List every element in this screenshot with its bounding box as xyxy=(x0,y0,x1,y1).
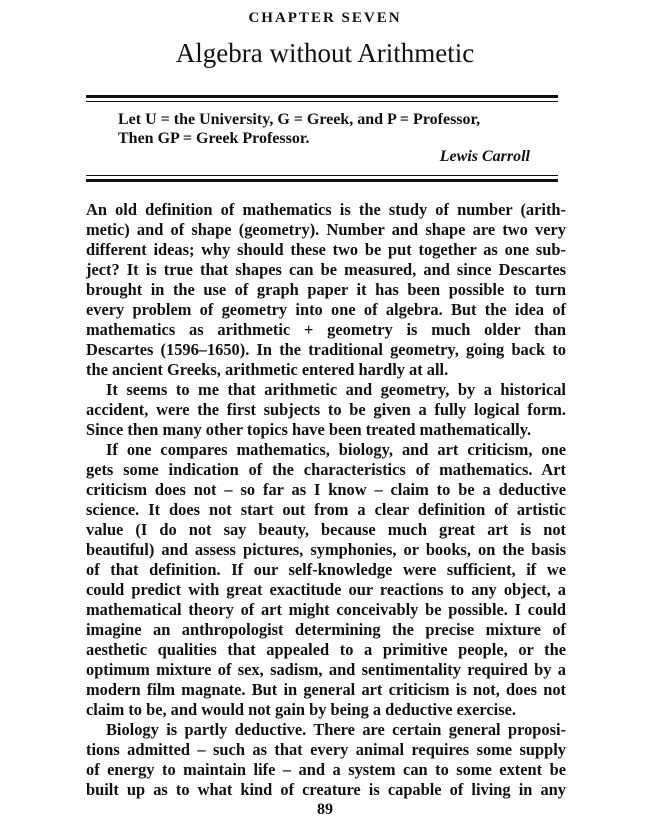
epigraph-line: Let U = the University, G = Greek, and P = Professor, xyxy=(118,111,481,128)
body-line: Biology is partly deductive. There are certain general proposi- xyxy=(106,720,566,739)
body-line: the ancient Greeks, arithmetic entered hardly at all. xyxy=(86,360,449,379)
body-line: of that definition. If our self-knowledge were sufficient, if we xyxy=(86,560,566,579)
body-line: different ideas; why should these two be put together as one sub- xyxy=(86,240,566,259)
body-line: brought in the use of graph paper it has been possible to turn xyxy=(86,280,566,299)
body-line: aesthetic qualities that appealed to a primitive people, or the xyxy=(86,640,566,659)
epigraph-top-rule-thin xyxy=(86,101,558,102)
body-line: science. It does not start out from a clear definition of artistic xyxy=(86,500,566,519)
body-line: beautiful) and assess pictures, symphonies, or books, on the basis xyxy=(86,540,566,559)
body-line: accident, were the first subjects to be given a fully logical form. xyxy=(86,400,566,419)
body-line: It seems to me that arithmetic and geometry, by a historical xyxy=(106,380,566,399)
chapter-title: Algebra without Arithmetic xyxy=(175,38,475,68)
body-line: metic) and of shape (geometry). Number and shape are two very xyxy=(86,220,566,239)
body-line: optimum mixture of sex, sadism, and sentimentality required by a xyxy=(86,660,566,679)
body-line: imagine an anthropologist determining the precise mixture of xyxy=(86,620,566,639)
body-line: tions admitted – such as that every animal requires some supply xyxy=(86,740,566,759)
body-line: Since then many other topics have been treated mathematically. xyxy=(86,420,532,439)
body-line: mathematical theory of art might conceivably be possible. I could xyxy=(86,600,566,619)
epigraph-top-rule-thick xyxy=(86,95,558,98)
body-line: If one compares mathematics, biology, and art criticism, one xyxy=(106,440,566,459)
epigraph-line: Then GP = Greek Professor. xyxy=(118,130,310,147)
body-text xyxy=(86,200,566,800)
body-line: value (I do not say beauty, because much great art is not xyxy=(86,520,566,539)
body-line: ject? It is true that shapes can be measured, and since Descartes xyxy=(86,260,566,279)
chapter-label: CHAPTER SEVEN xyxy=(248,10,402,26)
body-line: could predict with great exactitude our reactions to any object, a xyxy=(86,580,566,599)
body-line: modern film magnate. But in general art criticism is not, does not xyxy=(86,680,566,699)
body-line: built up as to what kind of creature is capable of living in any xyxy=(86,780,566,799)
body-line: mathematics as arithmetic + geometry is much older than xyxy=(86,320,566,339)
body-line: criticism does not – so far as I know – claim to be a deductive xyxy=(86,480,566,499)
body-line: claim to be, and would not gain by being a deductive exercise. xyxy=(86,700,516,719)
body-line: of energy to maintain life – and a system can to some extent be xyxy=(86,760,566,779)
body-line: gets some indication of the characteristics of mathematics. Art xyxy=(86,460,566,479)
epigraph-bottom-rule-thick xyxy=(86,179,558,182)
epigraph-bottom-rule-thin xyxy=(86,175,558,176)
epigraph xyxy=(118,110,536,148)
epigraph-author: Lewis Carroll xyxy=(439,148,530,165)
page-number: 89 xyxy=(317,801,333,818)
body-line: every problem of geometry into one of algebra. But the idea of xyxy=(86,300,566,319)
body-line: An old definition of mathematics is the study of number (arith- xyxy=(86,200,566,219)
body-line: Descartes (1596–1650). In the traditional geometry, going back to xyxy=(86,340,566,359)
